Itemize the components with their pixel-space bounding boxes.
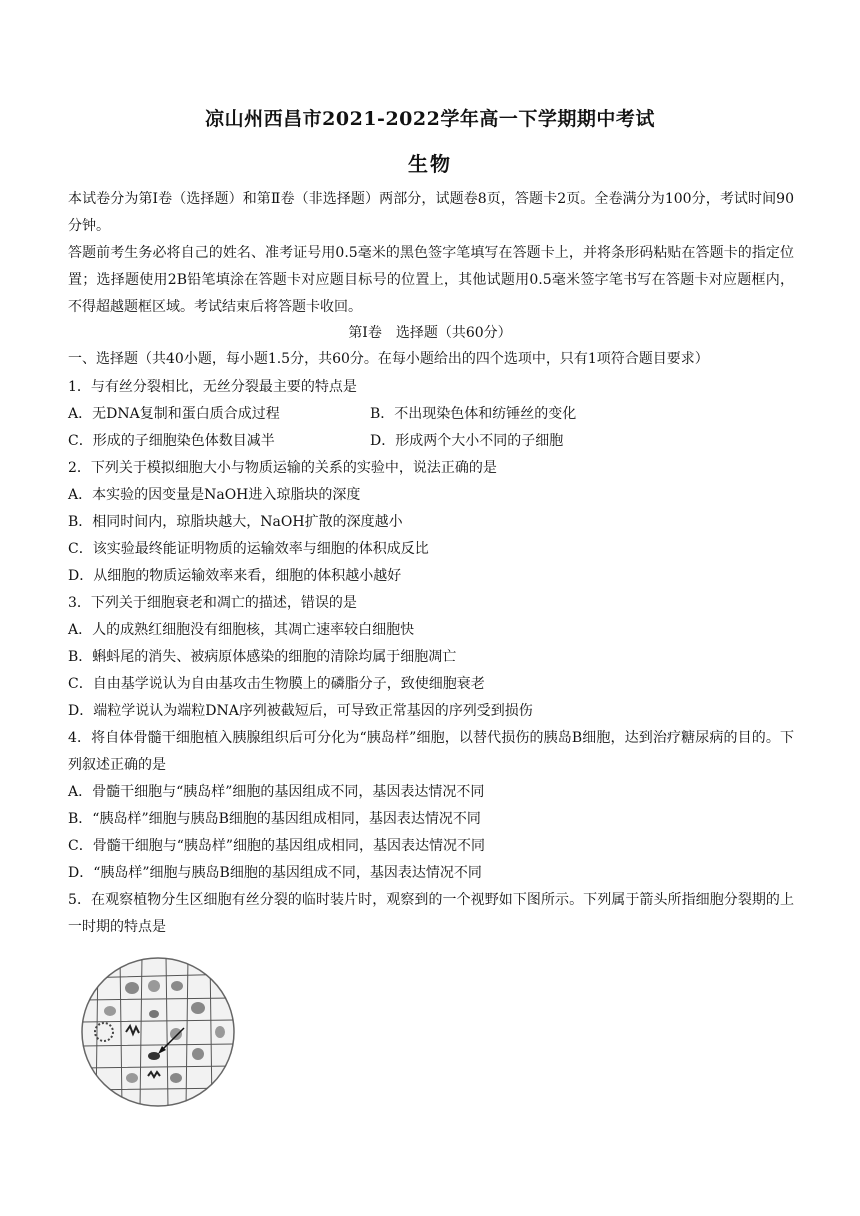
question-3-option-b: B．蝌蚪尾的消失、被病原体感染的细胞的清除均属于细胞凋亡: [68, 649, 457, 665]
question-4-stem: 4．将自体骨髓干细胞植入胰腺组织后可分化为“胰岛样”细胞，以替代损伤的胰岛B细胞，达到治疗糖尿病的目的。下列叙述正确的是: [68, 730, 794, 773]
intro-paragraph-1: 本试卷分为第Ⅰ卷（选择题）和第Ⅱ卷（非选择题）两部分，试题卷8页，答题卡2页。全卷满分为100分，考试时间90分钟。: [68, 191, 794, 234]
cell-micrograph-figure: [80, 956, 236, 1108]
question-3-option-d: D．端粒学说认为端粒DNA序列被截短后，可导致正常基因的序列受到损伤: [68, 703, 533, 719]
question-1-option-d: D．形成两个大小不同的子细胞: [370, 433, 564, 449]
subject-title: 生物: [408, 152, 452, 176]
question-1-option-c: C．形成的子细胞染色体数目减半: [68, 433, 275, 449]
question-1-option-a: A．无DNA复制和蛋白质合成过程: [68, 406, 280, 422]
question-4-option-b: B．“胰岛样”细胞与胰岛B细胞的基因组成相同，基因表达情况不同: [68, 811, 481, 827]
micrograph-image: [80, 956, 236, 1108]
question-4-option-c: C．骨髓干细胞与“胰岛样”细胞的基因组成相同，基因表达情况不同: [68, 838, 486, 854]
intro-paragraph-2: 答题前考生务必将自己的姓名、准考证号用0.5毫米的黑色签字笔填写在答题卡上，并将条形码粘贴在答题卡的指定位置；选择题使用2B铅笔填涂在答题卡对应题目标号的位置上，其他试题用0.5毫米签字笔书写在答题卡对应题框内，不得超越题框区域。考试结束后将答题卡收回。: [68, 245, 794, 315]
question-5-stem: 5．在观察植物分生区细胞有丝分裂的临时装片时，观察到的一个视野如下图所示。下列属于箭头所指细胞分裂期的上一时期的特点是: [68, 892, 794, 935]
question-4-option-a: A．骨髓干细胞与“胰岛样”细胞的基因组成不同，基因表达情况不同: [68, 784, 485, 800]
question-3-stem: 3．下列关于细胞衰老和凋亡的描述，错误的是: [68, 595, 357, 611]
question-2-option-a: A．本实验的因变量是NaOH进入琼脂块的深度: [68, 487, 361, 503]
question-2-option-d: D．从细胞的物质运输效率来看，细胞的体积越小越好: [68, 568, 402, 584]
question-4-option-d: D．“胰岛样”细胞与胰岛B细胞的基因组成不同，基因表达情况不同: [68, 865, 482, 881]
question-2-option-c: C．该实验最终能证明物质的运输效率与细胞的体积成反比: [68, 541, 429, 557]
section-instruction: 一、选择题（共40小题，每小题1.5分，共60分。在每小题给出的四个选项中，只有1项符合题目要求）: [68, 351, 709, 367]
question-3-option-c: C．自由基学说认为自由基攻击生物膜上的磷脂分子，致使细胞衰老: [68, 676, 485, 692]
question-2-stem: 2．下列关于模拟细胞大小与物质运输的关系的实验中，说法正确的是: [68, 460, 497, 476]
question-3-option-a: A．人的成熟红细胞没有细胞核，其凋亡速率较白细胞快: [68, 622, 415, 638]
exam-title: 凉山州西昌市2021-2022学年高一下学期期中考试: [205, 108, 655, 130]
section-title: 第Ⅰ卷 选择题（共60分）: [348, 325, 512, 341]
question-1-option-b: B．不出现染色体和纺锤丝的变化: [370, 406, 577, 422]
question-2-option-b: B．相同时间内，琼脂块越大，NaOH扩散的深度越小: [68, 514, 403, 530]
question-1-stem: 1．与有丝分裂相比，无丝分裂最主要的特点是: [68, 379, 357, 395]
